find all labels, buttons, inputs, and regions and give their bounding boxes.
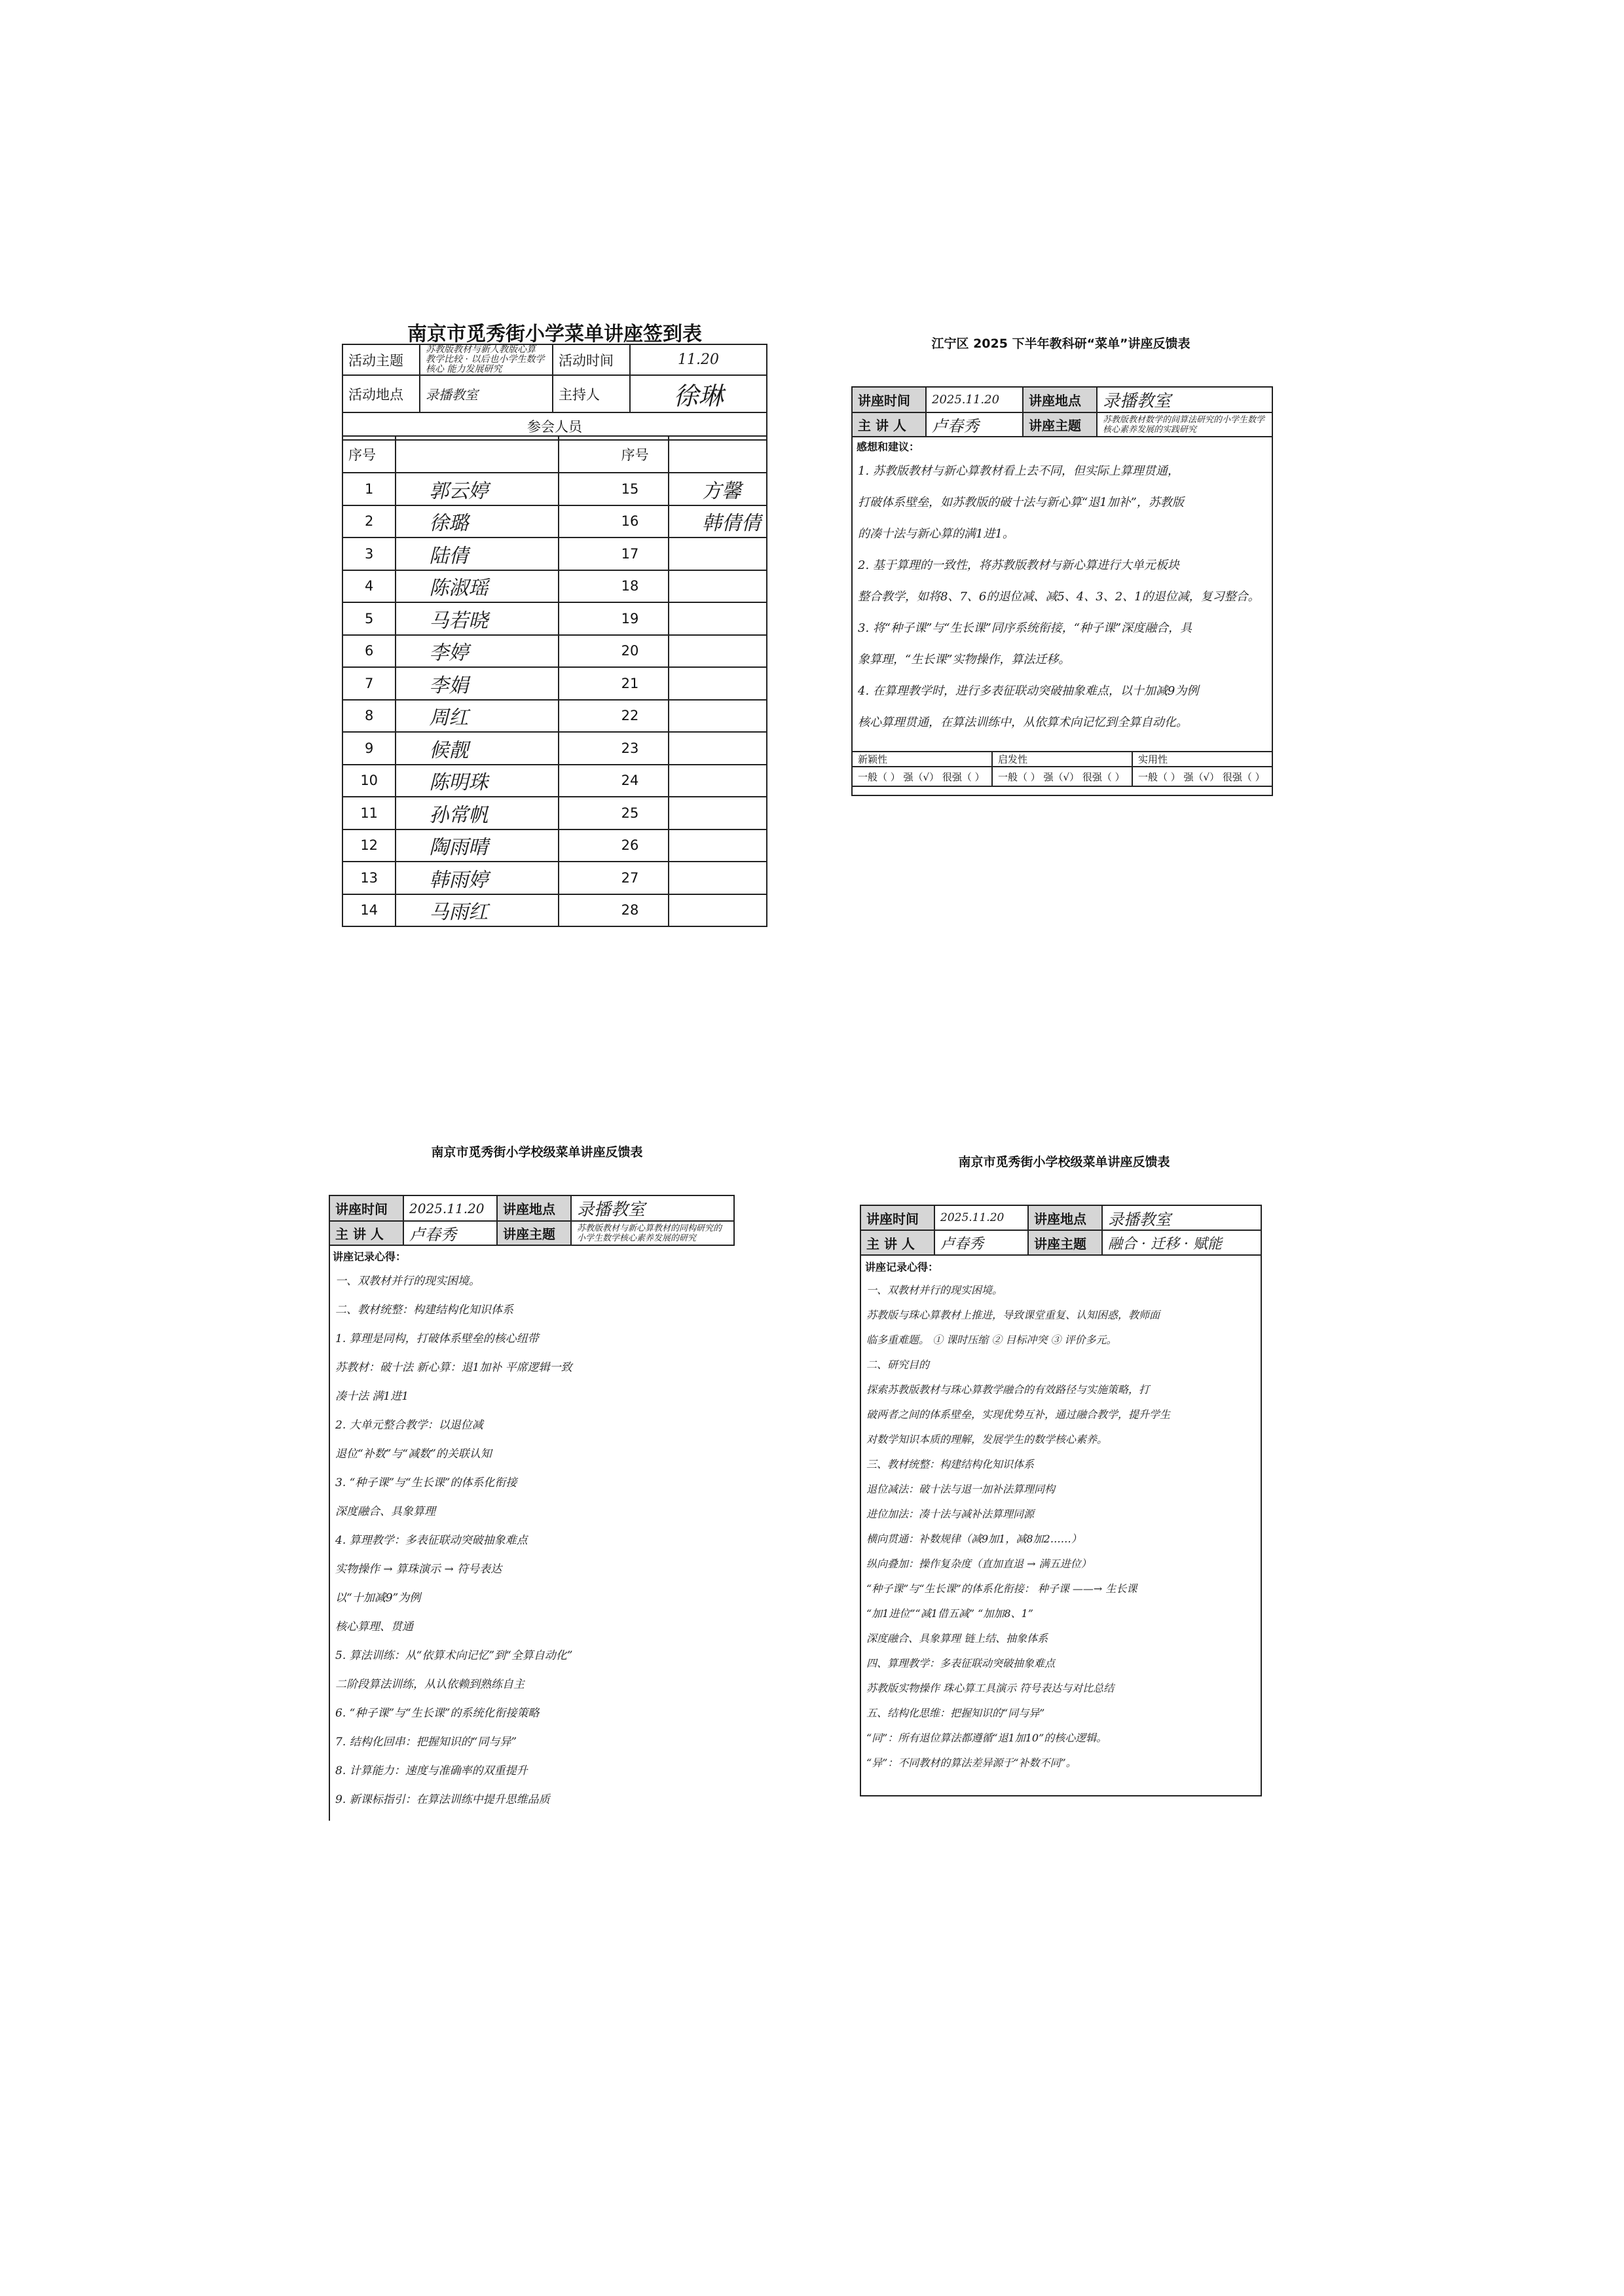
note-line: “种子课”与“生长课”的体系化衔接： 种子课 ——→ 生长课 (866, 1582, 1137, 1595)
s2-place-value: 录播教室 (1102, 1205, 1261, 1230)
time-label: 活动时间 (553, 344, 630, 375)
note-line: 1. 算理是同构，打破体系壁垒的核心纽带 (335, 1332, 539, 1345)
jiangning-title: 江宁区 2025 下半年教科研“菜单”讲座反馈表 (931, 337, 1190, 351)
row-number: 15 (559, 473, 669, 505)
s2-speaker-value: 卢春秀 (934, 1230, 1028, 1255)
signin-sheet (342, 318, 767, 985)
note-line: “同”：所有退位算法都遵循“退1加10”的核心逻辑。 (866, 1732, 1107, 1744)
signin-title: 南京市觅秀街小学菜单讲座签到表 (407, 323, 702, 346)
s1-place-label: 讲座地点 (497, 1195, 571, 1221)
table-row (342, 700, 767, 733)
school2-header-table (860, 1205, 1262, 1256)
row-number: 26 (559, 829, 669, 862)
inspiration-rating: 一般（ ） 强（√） 很强（ ） (992, 767, 1132, 786)
note-line: 五、结构化思维：把握知识的“同与异” (866, 1707, 1045, 1719)
s1-notes-label: 讲座记录心得： (333, 1250, 407, 1263)
note-line: 探索苏教版教材与珠心算教学融合的有效路径与实施策略，打 (866, 1383, 1150, 1396)
note-line: 纵向叠加：操作复杂度（直加直退 → 满五进位） (866, 1558, 1092, 1570)
row-number: 22 (559, 700, 669, 733)
place-value: 录播教室 (420, 375, 553, 412)
table-row (342, 862, 767, 894)
s2-note-lines (866, 1278, 1259, 1776)
seq-header: 序号 (342, 436, 396, 473)
s1-time-value: 2025.11.20 (403, 1195, 497, 1221)
row-number: 10 (342, 765, 396, 797)
note-line: “加1进位”“减1借五减” “加加8、1” (866, 1607, 1033, 1620)
note-line: 3. “种子课”与“生长课”的体系化衔接 (335, 1476, 517, 1489)
note-line: 5. 算法训练：从“依算术向记忆”到“全算自动化” (335, 1649, 573, 1662)
attendee-signature (669, 765, 767, 797)
row-number: 21 (559, 667, 669, 700)
attendee-signature: 周红 (396, 700, 558, 733)
table-row (342, 765, 767, 797)
s2-topic-value: 融合 · 迁移 · 赋能 (1102, 1230, 1261, 1255)
attendee-signature (669, 667, 767, 700)
note-line: 一、双教材并行的现实困境。 (335, 1275, 480, 1288)
row-number: 9 (342, 732, 396, 765)
topic-label: 活动主题 (342, 344, 420, 375)
attendee-signature (669, 700, 767, 733)
school-feedback-sheet-2 (855, 1152, 1274, 1794)
s1-topic-value: 苏教版教材与新心算教材的同构研究的小学生数学核心素养发展的研究 (577, 1223, 722, 1243)
note-line: 2. 基于算理的一致性，将苏教版教材与新心算进行大单元板块 (858, 558, 1179, 572)
attendee-signature: 韩倩倩 (669, 505, 767, 538)
novelty-rating: 一般（ ） 强（√） 很强（ ） (852, 767, 992, 786)
note-line: 9. 新课标指引：在算法训练中提升思维品质 (335, 1793, 550, 1806)
note-line: 打破体系壁垒，如苏教版的破十法与新心算“退1加补”，苏教版 (858, 496, 1184, 509)
s1-note-lines (335, 1267, 741, 1814)
note-line: 破两者之间的体系壁垒，实现优势互补，通过融合教学，提升学生 (866, 1408, 1171, 1421)
school2-title: 南京市觅秀街小学校级菜单讲座反馈表 (958, 1155, 1170, 1169)
attendee-signature: 马若晓 (396, 602, 558, 635)
signin-header-table (342, 344, 767, 441)
host-label: 主持人 (553, 375, 630, 412)
row-number: 16 (559, 505, 669, 538)
note-line: 7. 结构化回串：把握知识的“同与异” (335, 1736, 517, 1749)
attendee-signature: 李婷 (396, 635, 558, 668)
row-number: 8 (342, 700, 396, 733)
attendee-signature: 李娟 (396, 667, 558, 700)
table-row (342, 538, 767, 570)
row-number: 27 (559, 862, 669, 894)
note-line: 的凑十法与新心算的满1进1。 (858, 527, 1014, 541)
attendee-signature: 陈淑瑶 (396, 570, 558, 603)
note-line: 4. 在算理教学时，进行多表征联动突破抽象难点，以十加减9为例 (858, 684, 1199, 698)
row-number: 12 (342, 829, 396, 862)
school-feedback-sheet-1 (321, 1142, 753, 1823)
note-line: 一、双教材并行的现实困境。 (866, 1284, 1003, 1296)
s2-notes-label: 讲座记录心得： (865, 1261, 939, 1273)
row-number: 18 (559, 570, 669, 603)
row-number: 2 (342, 505, 396, 538)
attendee-signature (669, 797, 767, 829)
s1-speaker-value: 卢春秀 (403, 1221, 497, 1245)
note-line: 苏教材：破十法 新心算：退1加补 平席逻辑一致 (335, 1361, 572, 1374)
jn-speaker-value: 卢春秀 (926, 412, 1023, 437)
row-number: 7 (342, 667, 396, 700)
time-value: 11.20 (630, 344, 767, 375)
jn-rating-table (851, 751, 1273, 787)
attendee-signature (669, 570, 767, 603)
school1-title: 南京市觅秀街小学校级菜单讲座反馈表 (431, 1145, 643, 1159)
attendee-signature: 陶雨晴 (396, 829, 558, 862)
note-line: 进位加法：凑十法与减补法算理同源 (866, 1508, 1035, 1520)
s1-time-label: 讲座时间 (329, 1195, 403, 1221)
s2-place-label: 讲座地点 (1028, 1205, 1102, 1230)
note-line: 二、研究目的 (866, 1358, 930, 1371)
s2-time-label: 讲座时间 (860, 1205, 934, 1230)
s1-speaker-label: 主 讲 人 (329, 1221, 403, 1245)
table-row (342, 797, 767, 829)
row-number: 24 (559, 765, 669, 797)
note-line: 实物操作 → 算珠演示 → 符号表达 (335, 1563, 502, 1576)
note-line: 横向贯通：补数规律（减9加1，减8加2……） (866, 1533, 1082, 1545)
attendee-signature: 陆倩 (396, 538, 558, 570)
note-line: 退位减法：破十法与退一加补法算理同构 (866, 1483, 1056, 1495)
note-line: 深度融合、具象算理 (335, 1505, 435, 1518)
jn-comment-lines (858, 456, 1267, 738)
attendee-table (342, 435, 767, 927)
row-number: 14 (342, 894, 396, 927)
attendee-signature (669, 732, 767, 765)
row-number: 1 (342, 473, 396, 505)
host-value: 徐琳 (630, 375, 767, 412)
row-number: 17 (559, 538, 669, 570)
note-line: 二、教材统整：构建结构化知识体系 (335, 1303, 513, 1317)
table-row (342, 667, 767, 700)
row-number: 4 (342, 570, 396, 603)
row-number: 13 (342, 862, 396, 894)
attendee-signature: 马雨红 (396, 894, 558, 927)
row-number: 6 (342, 635, 396, 668)
note-line: 核心算理、贯通 (335, 1620, 413, 1633)
attendee-signature: 孙常帆 (396, 797, 558, 829)
jn-time-label: 讲座时间 (852, 387, 926, 412)
jn-topic-value: 苏教版教材数学的间算法研究的小学生数学核心素养发展的实践研究 (1103, 414, 1265, 435)
s2-speaker-label: 主 讲 人 (860, 1230, 934, 1255)
table-row (342, 732, 767, 765)
note-line: 苏教版与珠心算教材上推进，导致课堂重复、认知困惑，教师面 (866, 1309, 1160, 1321)
attendee-signature (669, 894, 767, 927)
note-line: 四、算理教学：多表征联动突破抽象难点 (866, 1657, 1056, 1669)
seq-header-2: 序号 (559, 436, 669, 473)
note-line: “异”：不同教材的算法差异源于“补数不同”。 (866, 1757, 1077, 1769)
s2-time-value: 2025.11.20 (934, 1205, 1028, 1230)
row-number: 5 (342, 602, 396, 635)
practicality-rating: 一般（ ） 强（√） 很强（ ） (1132, 767, 1272, 786)
table-row (342, 829, 767, 862)
note-line: 象算理，“生长课”实物操作，算法迁移。 (858, 653, 1071, 666)
attendee-signature (669, 538, 767, 570)
table-row (342, 505, 767, 538)
note-line: 整合教学，如将8、7、6的退位减、减5、4、3、2、1的退位减，复习整合。 (858, 590, 1260, 604)
table-row (342, 570, 767, 603)
jn-comments-label: 感想和建议： (857, 441, 920, 453)
jiangning-sheet (851, 334, 1270, 792)
table-row (342, 473, 767, 505)
note-line: 8. 计算能力：速度与准确率的双重提升 (335, 1764, 528, 1777)
note-line: 二阶段算法训练，从认依赖到熟练自主 (335, 1678, 525, 1691)
attendee-signature (669, 602, 767, 635)
table-row (342, 635, 767, 668)
novelty-label: 新颖性 (852, 752, 992, 767)
row-number: 20 (559, 635, 669, 668)
note-line: 4. 算理教学：多表征联动突破抽象难点 (335, 1534, 528, 1547)
note-line: 1. 苏教版教材与新心算教材看上去不同，但实际上算理贯通， (858, 464, 1179, 478)
jn-place-value: 录播教室 (1097, 387, 1272, 412)
attendee-signature (669, 862, 767, 894)
attendee-signature: 韩雨婷 (396, 862, 558, 894)
s1-topic-label: 讲座主题 (497, 1221, 571, 1245)
note-line: 3. 将“种子课”与“生长课”同序系统衔接，“种子课”深度融合，具 (858, 621, 1192, 635)
row-number: 19 (559, 602, 669, 635)
s1-place-value: 录播教室 (571, 1195, 734, 1221)
note-line: 以“十加减9”为例 (335, 1592, 421, 1605)
row-number: 23 (559, 732, 669, 765)
row-number: 28 (559, 894, 669, 927)
note-line: 2. 大单元整合教学：以退位减 (335, 1419, 483, 1432)
attendees-label: 参会人员 (342, 412, 767, 440)
note-line: 核心算理贯通，在算法训练中，从依算术向记忆到全算自动化。 (858, 716, 1188, 729)
row-number: 3 (342, 538, 396, 570)
attendee-signature: 徐璐 (396, 505, 558, 538)
attendee-signature (669, 829, 767, 862)
practicality-label: 实用性 (1132, 752, 1272, 767)
note-line: 苏教版实物操作 珠心算工具演示 符号表达与对比总结 (866, 1682, 1115, 1694)
s2-topic-label: 讲座主题 (1028, 1230, 1102, 1255)
note-line: 临多重难题。 ① 课时压缩 ② 目标冲突 ③ 评价多元。 (866, 1334, 1117, 1346)
row-number: 25 (559, 797, 669, 829)
jn-speaker-label: 主 讲 人 (852, 412, 926, 437)
topic-value: 苏教版教材与新人教版心算 教学比较 · 以后也小学生数学核心 能力发展研究 (426, 344, 545, 374)
note-line: 退位“补数”与“减数”的关联认知 (335, 1448, 492, 1461)
school1-header-table (329, 1195, 735, 1246)
jn-time-value: 2025.11.20 (926, 387, 1023, 412)
note-line: 三、教材统整：构建结构化知识体系 (866, 1458, 1035, 1470)
table-row (342, 894, 767, 927)
row-number: 11 (342, 797, 396, 829)
note-line: 深度融合、具象算理 链上结、抽象体系 (866, 1632, 1048, 1645)
jn-place-label: 讲座地点 (1023, 387, 1097, 412)
inspiration-label: 启发性 (992, 752, 1132, 767)
note-line: 对数学知识本质的理解，发展学生的数学核心素养。 (866, 1433, 1108, 1446)
attendee-signature: 候靓 (396, 732, 558, 765)
note-line: 6. “种子课”与“生长课”的系统化衔接策略 (335, 1707, 540, 1720)
jn-topic-label: 讲座主题 (1023, 412, 1097, 437)
attendee-signature: 方馨 (669, 473, 767, 505)
attendee-signature (669, 635, 767, 668)
attendee-signature: 郭云婷 (396, 473, 558, 505)
place-label: 活动地点 (342, 375, 420, 412)
jiangning-header-table (851, 386, 1273, 437)
table-row (342, 602, 767, 635)
attendee-signature: 陈明珠 (396, 765, 558, 797)
note-line: 凑十法 满1进1 (335, 1390, 409, 1403)
